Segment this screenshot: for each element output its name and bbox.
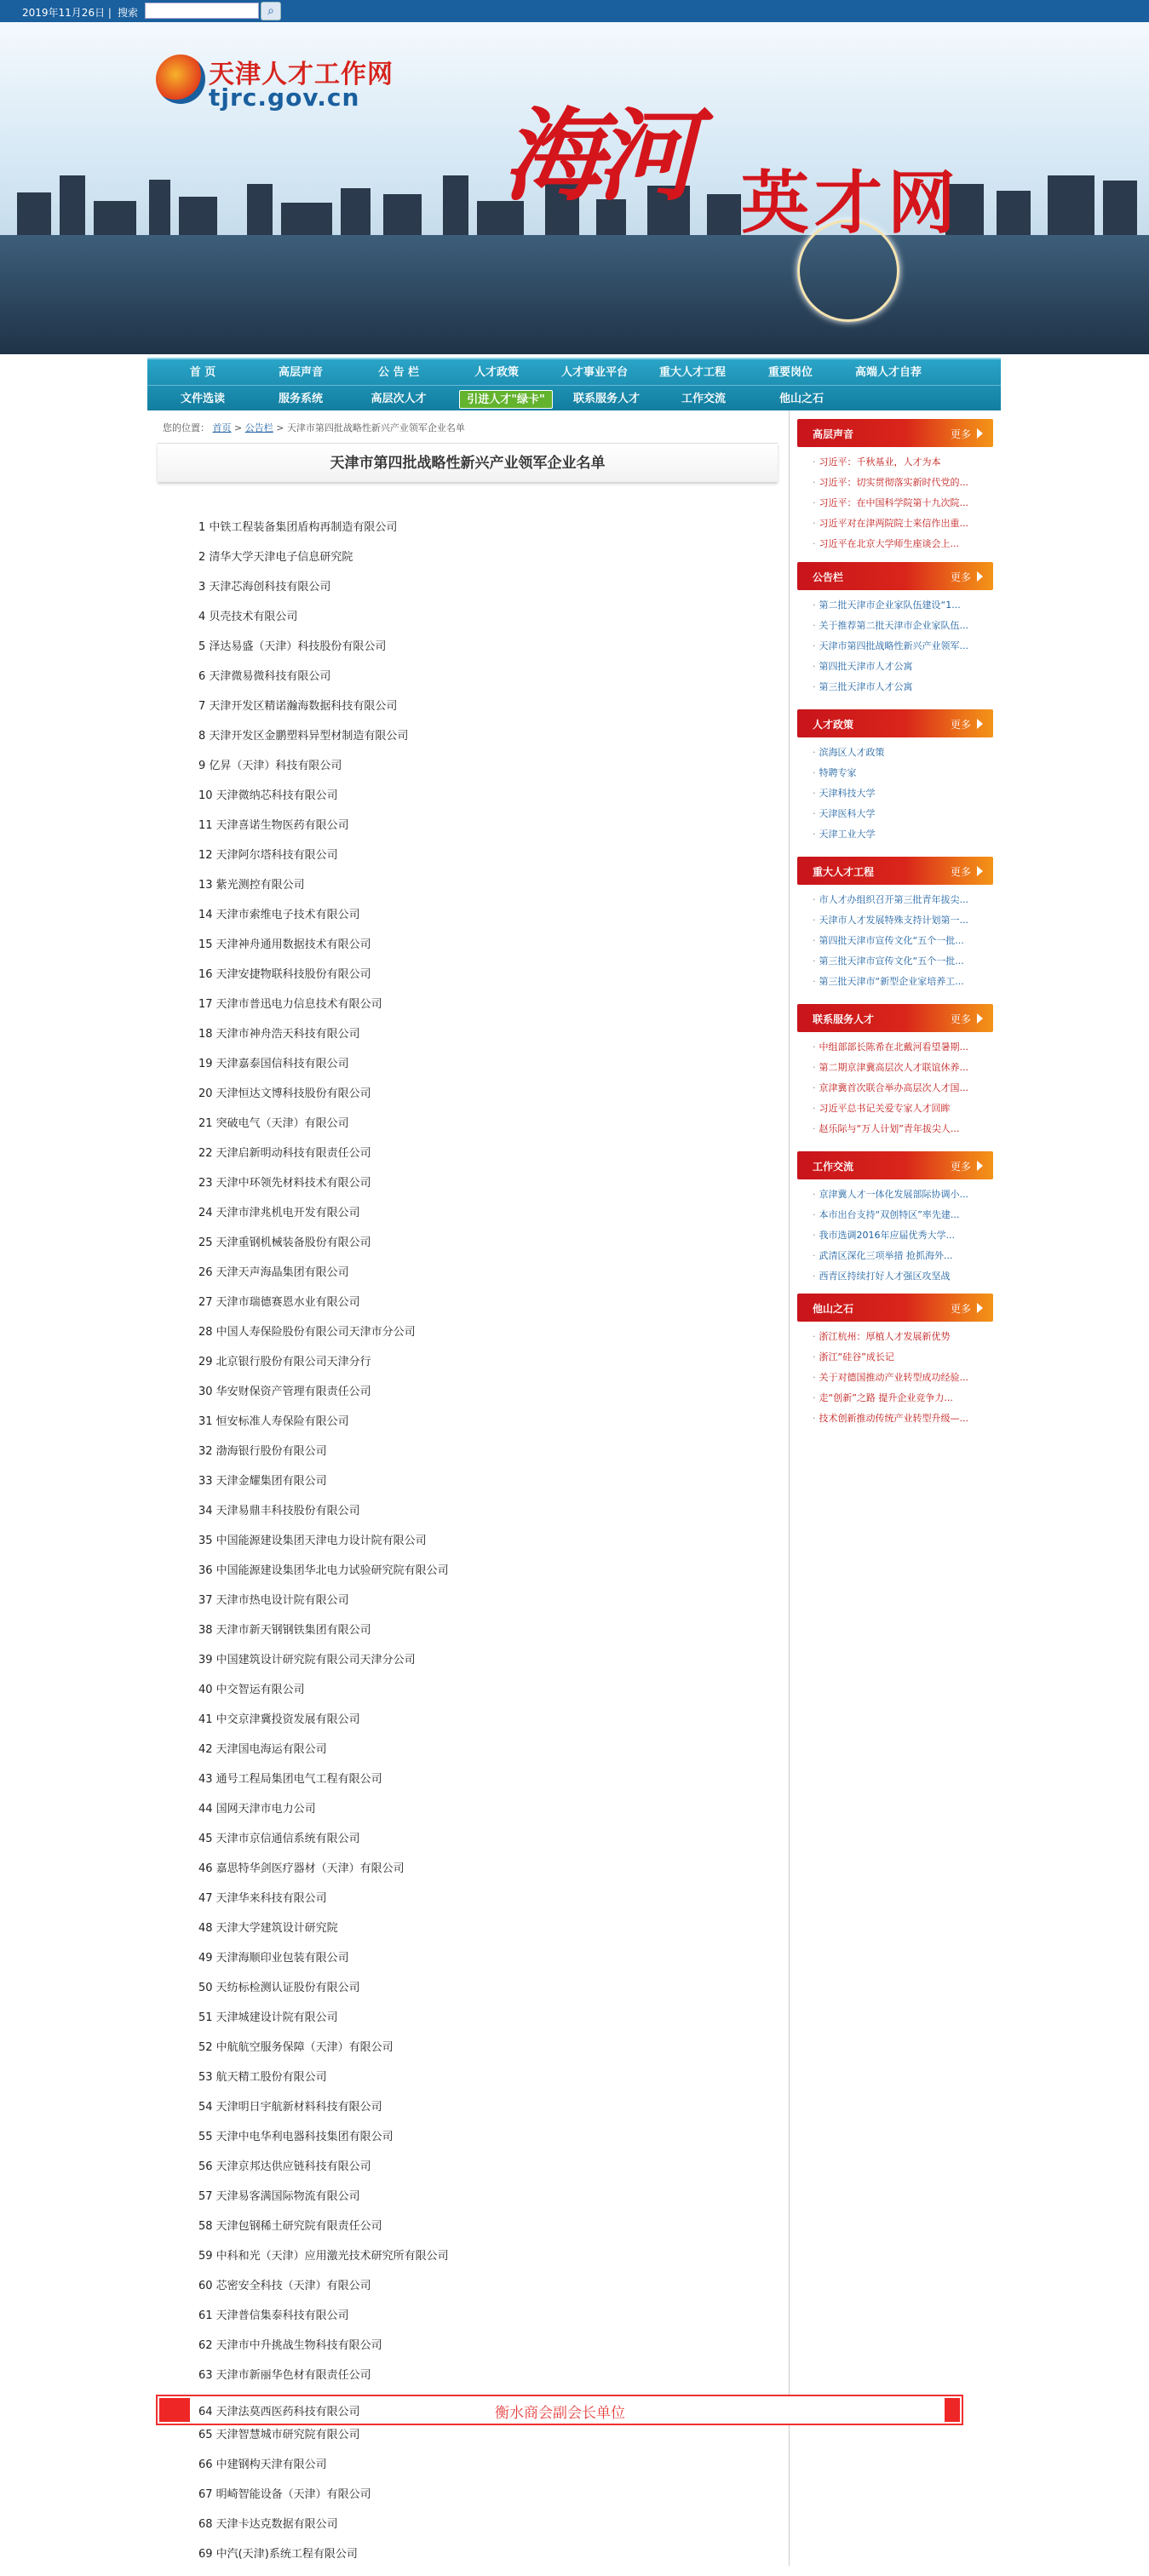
sidebar-link[interactable]: · 市人才办组织召开第三批青年拔尖...: [813, 892, 991, 913]
company-list-item: 28 中国人寿保险股份有限公司天津市分公司: [198, 1326, 416, 1339]
company-list-item: 58 天津包钢稀土研究院有限责任公司: [198, 2220, 382, 2233]
sidebar-link[interactable]: · 京津冀人才一体化发展部际协调小...: [813, 1187, 991, 1208]
sidebar-panel-title: 高层声音: [813, 428, 854, 440]
company-list-item: 66 中建钢构天津有限公司: [198, 2458, 327, 2471]
sidebar-link[interactable]: · 习近平：切实贯彻落实新时代党的...: [813, 475, 991, 496]
breadcrumb-separator: >: [276, 422, 284, 433]
more-link[interactable]: 更多: [950, 1161, 971, 1173]
breadcrumb-home-link[interactable]: 首页: [212, 422, 232, 433]
search-label: 搜索: [118, 7, 139, 19]
company-list-item: 43 通号工程局集团电气工程有限公司: [198, 1773, 382, 1786]
sidebar-link[interactable]: · 第二期京津冀高层次人才联谊休养...: [813, 1060, 991, 1081]
sidebar-panel-title: 他山之石: [813, 1303, 854, 1315]
sidebar-link[interactable]: · 走“创新”之路 提升企业竞争力...: [813, 1391, 991, 1411]
company-list-item: 1 中铁工程装备集团盾构再制造有限公司: [198, 521, 398, 534]
company-list-item: 44 国网天津市电力公司: [198, 1803, 316, 1816]
sidebar-link[interactable]: · 天津市人才发展特殊支持计划第一...: [813, 913, 991, 933]
breadcrumb-prefix: 您的位置：: [163, 422, 210, 433]
company-list-item: 2 清华大学天津电子信息研究院: [198, 551, 353, 564]
company-list-item: 12 天津阿尔塔科技有限公司: [198, 849, 338, 862]
company-list-item: 11 天津喜诺生物医药有限公司: [198, 819, 349, 832]
search-input[interactable]: [145, 3, 259, 19]
company-list-item: 37 天津市热电设计院有限公司: [198, 1594, 349, 1607]
company-list-item: 14 天津市索维电子技术有限公司: [198, 909, 360, 921]
sidebar-link[interactable]: · 习近平：千秋基业，人才为本: [813, 455, 991, 475]
more-link[interactable]: 更多: [950, 428, 971, 440]
sidebar-panel: [797, 562, 993, 703]
sidebar-link[interactable]: · 浙江杭州：厚植人才发展新优势: [813, 1329, 991, 1350]
company-list-item: 15 天津神舟通用数据技术有限公司: [198, 938, 371, 951]
sidebar-link[interactable]: · 武清区深化三项举措 抢抓海外...: [813, 1248, 991, 1269]
more-link[interactable]: 更多: [950, 719, 971, 731]
sidebar-panel: [797, 419, 993, 559]
nav-item-green-card[interactable]: 引进人才"绿卡": [459, 390, 553, 409]
company-list-item: 61 天津普信集泰科技有限公司: [198, 2309, 349, 2322]
arrow-right-icon[interactable]: [977, 1303, 983, 1313]
company-list-item: 36 中国能源建设集团华北电力试验研究院有限公司: [198, 1564, 449, 1577]
company-list-item: 55 天津中电华利电器科技集团有限公司: [198, 2131, 394, 2143]
company-list-item: 29 北京银行股份有限公司天津分行: [198, 1356, 371, 1368]
highlight-note: 衡水商会副会长单位: [495, 2405, 625, 2422]
sidebar-link[interactable]: · 习近平总书记关爱专家人才回眸: [813, 1101, 991, 1122]
nav-row-1: [147, 359, 1001, 386]
logo-title: 天津人才工作网: [209, 60, 394, 89]
company-list-item: 25 天津重钢机械装备股份有限公司: [198, 1236, 371, 1249]
banner-slogan: 英才网: [741, 163, 961, 243]
sidebar-panel-items: [813, 1187, 991, 1289]
company-list-item: 30 华安财保资产管理有限责任公司: [198, 1386, 371, 1398]
company-list-item: 34 天津易鼎丰科技股份有限公司: [198, 1505, 360, 1517]
breadcrumb-section-link[interactable]: 公告栏: [244, 422, 273, 433]
arrow-right-icon[interactable]: [977, 1013, 983, 1024]
sidebar-link[interactable]: · 第二批天津市企业家队伍建设“1...: [813, 598, 991, 618]
sidebar-link[interactable]: · 天津医科大学: [813, 806, 991, 827]
company-list-item: 7 天津开发区精诺瀚海数据科技有限公司: [198, 700, 398, 713]
company-list-item: 3 天津芯海创科技有限公司: [198, 581, 331, 594]
sidebar-link[interactable]: · 技术创新推动传统产业转型升级—...: [813, 1411, 991, 1431]
sidebar-panel-items: [813, 1329, 991, 1431]
sidebar-link[interactable]: · 习近平：在中国科学院第十九次院...: [813, 496, 991, 516]
sidebar-link[interactable]: · 我市选调2016年应届优秀大学...: [813, 1228, 991, 1248]
sidebar-link[interactable]: · 第四批天津市宣传文化“五个一批...: [813, 933, 991, 954]
company-list-item: 17 天津市普迅电力信息技术有限公司: [198, 998, 382, 1011]
sidebar-panel-title: 联系服务人才: [813, 1013, 875, 1025]
company-list-item: 63 天津市新丽华色材有限责任公司: [198, 2369, 371, 2382]
nav-item-other-stones[interactable]: 他山之石: [778, 393, 824, 405]
company-list-item: 8 天津开发区金鹏塑料异型材制造有限公司: [198, 730, 409, 743]
breadcrumb: [156, 419, 780, 438]
nav-row-2: [147, 386, 1001, 412]
company-list-item: 51 天津城建设计院有限公司: [198, 2011, 338, 2024]
sidebar-panel-header: [797, 709, 993, 737]
company-list-item: 31 恒安标准人寿保险有限公司: [198, 1415, 349, 1428]
sidebar-link[interactable]: · 西青区持续打好人才强区攻坚战: [813, 1269, 991, 1289]
company-list-item: 50 天纺标检测认证股份有限公司: [198, 1982, 360, 1994]
company-list-item: 6 天津微易微科技有限公司: [198, 670, 331, 683]
company-list-item: 68 天津卡达克数据有限公司: [198, 2518, 338, 2531]
company-list-item: 67 明崎智能设备（天津）有限公司: [198, 2488, 371, 2501]
column-divider: [789, 410, 790, 2566]
nav-item-contact-talent[interactable]: 联系服务人才: [572, 393, 640, 405]
sidebar-link[interactable]: · 浙江“硅谷”成长记: [813, 1350, 991, 1370]
company-list-item: 23 天津中环领先材料技术有限公司: [198, 1177, 371, 1190]
more-link[interactable]: 更多: [950, 866, 971, 878]
company-list-item: 59 中科和光（天津）应用激光技术研究所有限公司: [198, 2250, 449, 2263]
sidebar-link[interactable]: · 滨海区人才政策: [813, 745, 991, 766]
sidebar-panel-header: [797, 562, 993, 590]
sidebar-panel-items: [813, 1040, 991, 1142]
sidebar-panel-title: 公告栏: [813, 571, 844, 583]
page-title: 天津市第四批战略性新兴产业领军企业名单: [158, 443, 778, 482]
nav-item-exchange[interactable]: 工作交流: [681, 393, 726, 405]
sidebar-link[interactable]: · 赵乐际与“万人计划”青年拔尖人...: [813, 1122, 991, 1142]
company-list-item: 16 天津安捷物联科技股份有限公司: [198, 968, 371, 981]
company-list-item: 46 嘉思特华剑医疗器材（天津）有限公司: [198, 1862, 405, 1875]
nav-item-home[interactable]: 首 页: [189, 366, 216, 379]
highlight-company: 64 天津法莫西医药科技有限公司: [198, 2406, 360, 2418]
company-list-item: 20 天津恒达文博科技股份有限公司: [198, 1087, 371, 1100]
top-bar: [0, 0, 1149, 22]
more-link[interactable]: 更多: [950, 1013, 971, 1025]
company-list-item: 24 天津市津兆机电开发有限公司: [198, 1207, 360, 1219]
nav-item-policy[interactable]: 人才政策: [474, 366, 519, 379]
sidebar-link[interactable]: · 天津科技大学: [813, 786, 991, 806]
sidebar-link[interactable]: · 习近平在北京大学师生座谈会上...: [813, 536, 991, 557]
logo-domain: tjrc.gov.cn: [209, 83, 360, 112]
company-list-item: 33 天津金耀集团有限公司: [198, 1475, 327, 1488]
company-list-item: 27 天津市瑞德赛恩水业有限公司: [198, 1296, 360, 1309]
nav-item-high-level-talent[interactable]: 高层次人才: [371, 393, 427, 405]
site-logo[interactable]: [156, 48, 411, 116]
company-list-item: 32 渤海银行股份有限公司: [198, 1445, 327, 1458]
company-list-item: 22 天津启新明动科技有限责任公司: [198, 1147, 371, 1160]
nav-item-projects[interactable]: 重大人才工程: [658, 366, 726, 379]
sidebar-panel-items: [813, 598, 991, 700]
company-list: [198, 519, 744, 2576]
nav-item-services[interactable]: 服务系统: [278, 393, 323, 405]
sidebar-link[interactable]: · 京津冀首次联合举办高层次人才国...: [813, 1081, 991, 1101]
sidebar-link[interactable]: · 第三批天津市人才公寓: [813, 680, 991, 700]
company-list-item: 54 天津明日宇航新材料科技有限公司: [198, 2101, 382, 2114]
sidebar-panel-title: 人才政策: [813, 719, 854, 731]
arrow-right-icon[interactable]: [977, 571, 983, 582]
company-list-item: 10 天津微纳芯科技有限公司: [198, 789, 338, 802]
company-list-item: 48 天津大学建筑设计研究院: [198, 1922, 338, 1935]
sidebar-panel-header: [797, 857, 993, 885]
sidebar-panel: [797, 1004, 993, 1145]
sidebar-link[interactable]: · 习近平对在津两院院士来信作出重...: [813, 516, 991, 536]
sidebar-panel: [797, 1294, 993, 1434]
company-list-item: 53 航天精工股份有限公司: [198, 2071, 327, 2084]
sidebar-link[interactable]: · 第四批天津市人才公寓: [813, 659, 991, 680]
company-list-item: 52 中航航空服务保障（天津）有限公司: [198, 2041, 394, 2054]
breadcrumb-separator: >: [234, 422, 243, 433]
company-list-item: 62 天津市中升挑战生物科技有限公司: [198, 2339, 382, 2352]
nav-item-notices[interactable]: 公 告 栏: [377, 366, 420, 379]
sidebar-panel-items: [813, 745, 991, 847]
company-list-item: 41 中交京津冀投资发展有限公司: [198, 1713, 360, 1726]
sidebar-link[interactable]: · 第三批天津市“新型企业家培养工...: [813, 974, 991, 995]
sidebar-link[interactable]: · 关于推荐第二批天津市企业家队伍...: [813, 618, 991, 639]
company-list-item: 40 中交智运有限公司: [198, 1684, 305, 1696]
sidebar-panel: [797, 1151, 993, 1292]
date-text: 2019年11月26日 |: [22, 7, 112, 19]
arrow-right-icon[interactable]: [977, 866, 983, 876]
highlight-row: [156, 2395, 963, 2425]
highlight-marker-right: [945, 2398, 960, 2422]
company-list-item: 38 天津市新天钢钢铁集团有限公司: [198, 1624, 371, 1637]
more-link[interactable]: 更多: [950, 1303, 971, 1315]
sidebar-panel-items: [813, 892, 991, 995]
sidebar-panel-header: [797, 1004, 993, 1032]
banner-calligraphy: 海河: [503, 96, 691, 215]
nav-item-leadership[interactable]: 高层声音: [278, 366, 323, 379]
company-list-item: 4 贝壳技术有限公司: [198, 611, 298, 623]
nav-item-talent-recommend[interactable]: 高端人才自荐: [854, 366, 922, 379]
arrow-right-icon[interactable]: [977, 428, 983, 439]
sidebar-link[interactable]: · 特聘专家: [813, 766, 991, 786]
company-list-item: 56 天津京邦达供应链科技有限公司: [198, 2160, 371, 2173]
sidebar-link[interactable]: · 第三批天津市宣传文化“五个一批...: [813, 954, 991, 974]
company-list-item: 18 天津市神舟浩天科技有限公司: [198, 1028, 360, 1041]
main-navigation: [147, 358, 1001, 410]
logo-mark-icon: [156, 55, 205, 104]
company-list-item: 60 芯密安全科技（天津）有限公司: [198, 2280, 371, 2292]
company-list-item: 69 中汽(天津)系统工程有限公司: [198, 2548, 358, 2561]
sidebar-panel: [797, 709, 993, 850]
sidebar-panel-title: 工作交流: [813, 1161, 854, 1173]
company-list-item: 35 中国能源建设集团天津电力设计院有限公司: [198, 1535, 427, 1547]
sidebar-panel-title: 重大人才工程: [813, 866, 875, 878]
company-list-item: 13 紫光测控有限公司: [198, 879, 305, 892]
company-list-item: 26 天津天声海晶集团有限公司: [198, 1266, 349, 1279]
sidebar-link[interactable]: · 本市出台支持“双创特区”率先建...: [813, 1208, 991, 1228]
nav-item-platform[interactable]: 人才事业平台: [560, 366, 628, 379]
company-list-item: 57 天津易客满国际物流有限公司: [198, 2190, 360, 2203]
sidebar-link[interactable]: · 关于对德国推动产业转型成功经验...: [813, 1370, 991, 1391]
company-list-item: 5 泽达易盛（天津）科技股份有限公司: [198, 640, 387, 653]
river: [0, 235, 1149, 354]
breadcrumb-current: 天津市第四批战略性新兴产业领军企业名单: [286, 422, 465, 433]
nav-item-documents[interactable]: 文件选读: [180, 393, 225, 405]
sidebar-panel: [797, 857, 993, 997]
sidebar-panel-header: [797, 419, 993, 447]
more-link[interactable]: 更多: [950, 571, 971, 583]
company-list-item: 21 突破电气（天津）有限公司: [198, 1117, 349, 1130]
sidebar-panel-items: [813, 455, 991, 557]
company-list-item: 42 天津国电海运有限公司: [198, 1743, 327, 1756]
highlight-marker-left: [159, 2398, 190, 2422]
nav-item-positions[interactable]: 重要岗位: [767, 366, 813, 379]
sidebar-panel-header: [797, 1151, 993, 1179]
company-list-item: 9 亿昇（天津）科技有限公司: [198, 760, 342, 772]
company-list-item: 19 天津嘉泰国信科技有限公司: [198, 1058, 349, 1070]
sidebar-panel-header: [797, 1294, 993, 1322]
banner: [0, 22, 1149, 354]
arrow-right-icon[interactable]: [977, 719, 983, 729]
company-list-item: 49 天津海顺印业包装有限公司: [198, 1952, 349, 1965]
sidebar-link[interactable]: · 天津市第四批战略性新兴产业领军...: [813, 639, 991, 659]
company-list-item: 65 天津智慧城市研究院有限公司: [198, 2429, 360, 2441]
sidebar-link[interactable]: · 中组部部长陈希在北戴河看望暑期...: [813, 1040, 991, 1060]
search-icon[interactable]: ⌕: [261, 2, 281, 20]
company-list-item: 47 天津华来科技有限公司: [198, 1892, 327, 1905]
arrow-right-icon[interactable]: [977, 1161, 983, 1171]
company-list-item: 45 天津市京信通信系统有限公司: [198, 1833, 360, 1845]
sidebar-link[interactable]: · 天津工业大学: [813, 827, 991, 847]
company-list-item: 39 中国建筑设计研究院有限公司天津分公司: [198, 1654, 416, 1667]
